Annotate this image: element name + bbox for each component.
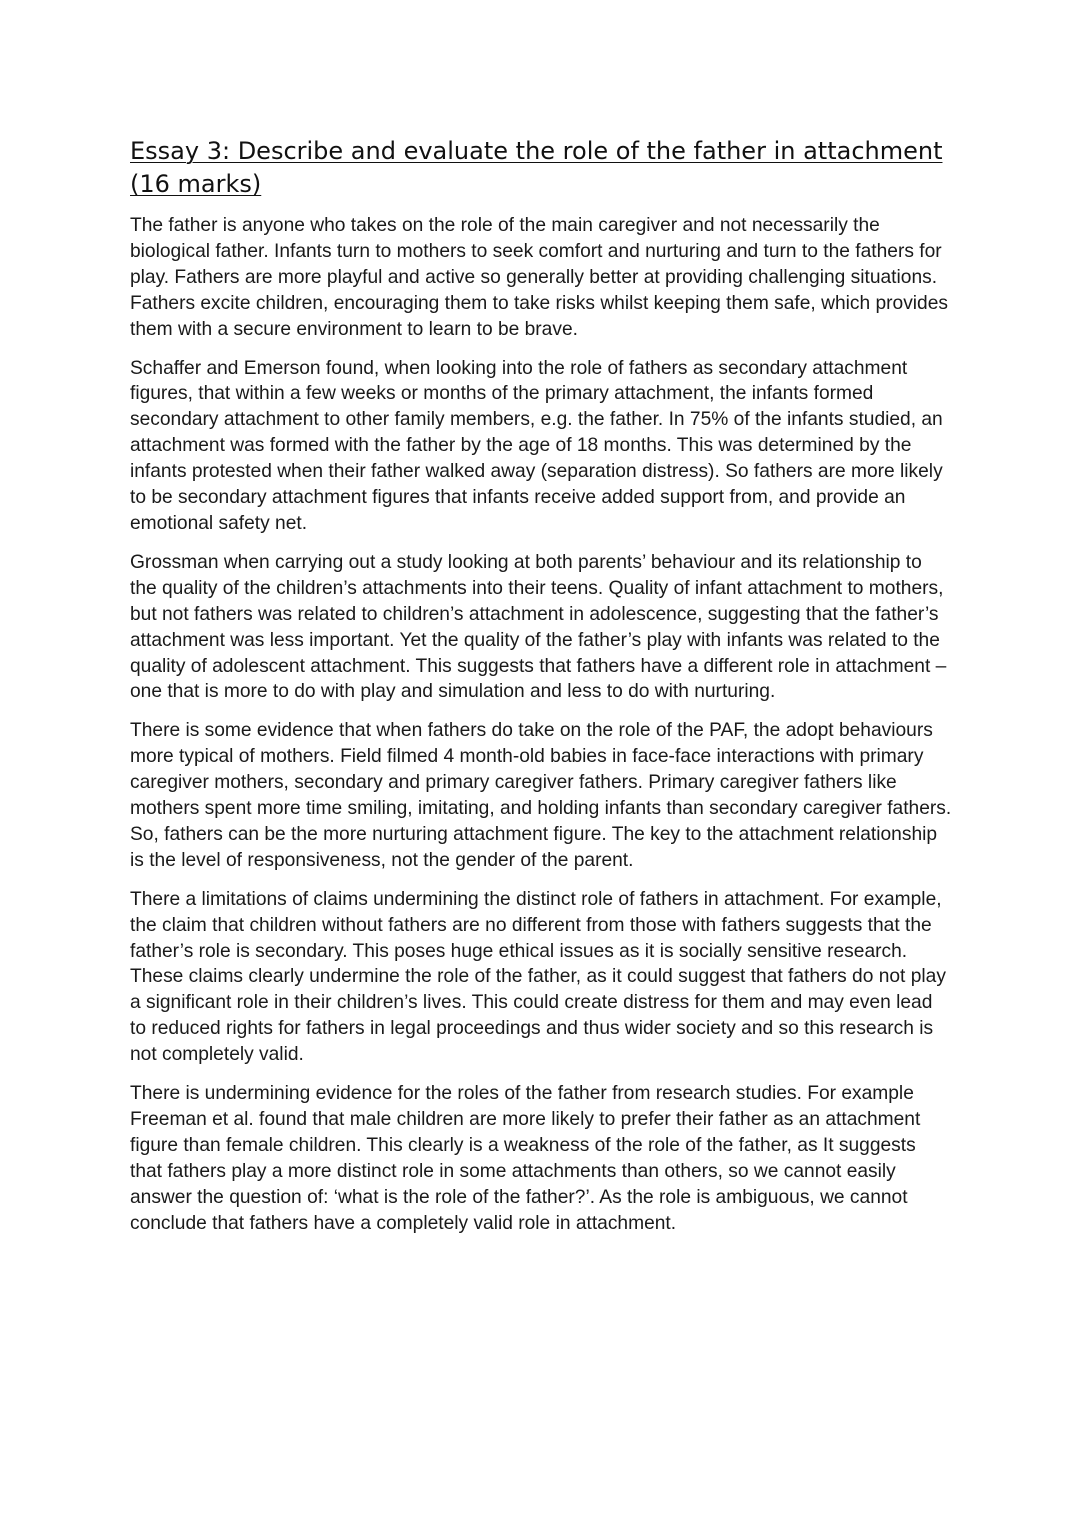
essay-title: Essay 3: Describe and evaluate the role of the father in attachment (16 marks) — [130, 137, 943, 198]
paragraph-2: Schaffer and Emerson found, when looking into the role of fathers as secondary attachment figures, that within a few weeks or months of the primary attachment, the infants formed secondary attachment to other family members, e.g. the father. In 75% of the infants studied, an attachment was formed with the father by the age of 18 months. This was determined by the infants protested when their father walked away (separation distress). So fathers are more likely to be secondary attachment figures that infants receive added support from, and provide an emotional safety net. — [130, 357, 943, 534]
paragraph-1: The father is anyone who takes on the role of the main caregiver and not necessarily the biological father. Infants turn to mothers to seek comfort and nurturing and turn to the fathers for play. Fathers are more playful and active so generally better at providing challenging situations. Fathers excite children, encouraging them to take risks whilst keeping them safe, which provides them with a secure environment to learn to be brave. — [130, 215, 948, 340]
paragraph-5: There a limitations of claims undermining the distinct role of fathers in attachment. For example, the claim that children without fathers are no different from those with fathers suggests that the father’s role is secondary. This poses huge ethical issues as it is socially sensitive research. These claims clearly undermine the role of the father, as it could suggest that fathers do not play a significant role in their children’s lives. This could create distress for them and may even lead to reduced rights for fathers in legal proceedings and thus wider society and so this research is not completely valid. — [130, 888, 946, 1066]
essay-page — [130, 135, 952, 1250]
paragraph-3: Grossman when carrying out a study looking at both parents’ behaviour and its relationship to the quality of the children’s attachments into their teens. Quality of infant attachment to mothers, but not fathers was related to children’s attachment in adolescence, suggesting that the father’s attachment was less important. Yet the quality of the father’s play with infants was related to the quality of adolescent attachment. This suggests that fathers have a different role in attachment – one that is more to do with play and simulation and less to do with nurturing. — [130, 551, 947, 703]
paragraph-4: There is some evidence that when fathers do take on the role of the PAF, the adopt behaviours more typical of mothers. Field filmed 4 month-old babies in face-face interactions with primary caregiver mothers, secondary and primary caregiver fathers. Primary caregiver fathers like mothers spent more time smiling, imitating, and holding infants than secondary caregiver fathers. So, fathers can be the more nurturing attachment figure. The key to the attachment relationship is the level of responsiveness, not the gender of the parent. — [130, 720, 952, 871]
paragraph-6: There is undermining evidence for the roles of the father from research studies. For example Freeman et al. found that male children are more likely to prefer their father as an attachment figure than female children. This clearly is a weakness of the role of the father, as It suggests that fathers play a more distinct role in some attachments than others, so we cannot easily answer the question of: ‘what is the role of the father?’. As the role is ambiguous, we cannot conclude that fathers have a completely valid role in attachment. — [130, 1083, 921, 1234]
